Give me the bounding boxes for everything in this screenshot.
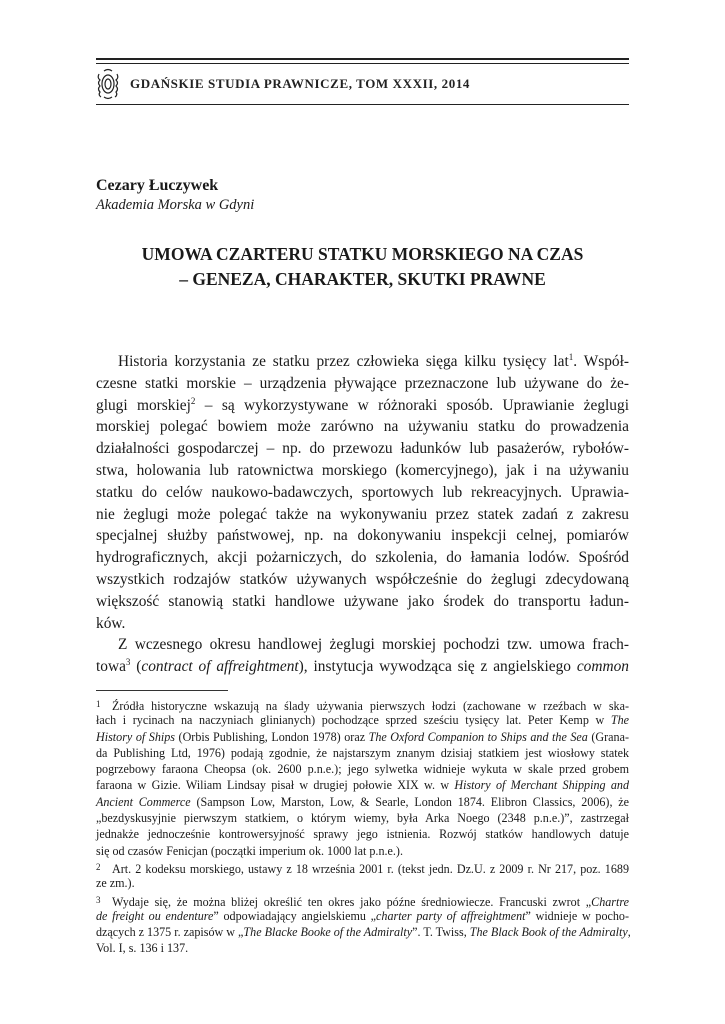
- footnote-line: pogrzebowy faraona Cheopsa (ok. 2600 p.n.e.); jego sylwetka widnieje wykuta w skale przed grobem: [96, 762, 629, 777]
- author-affiliation: Akademia Morska w Gdyni: [96, 197, 255, 213]
- body-line: nie żeglugi może polegać także na wykonywaniu przez statek zadań z zakresu: [96, 505, 629, 523]
- footnote-ref-1[interactable]: 1: [568, 352, 574, 362]
- body-line: Historia korzystania ze statku przez człowieka sięga kilku tysięcy lat$^1$. Współ-: [118, 352, 629, 370]
- page: [96, 58, 629, 957]
- paragraph-1: [96, 351, 629, 634]
- header-rule-bottom: [96, 104, 629, 105]
- body-line: Z wczesnego okresu handlowej żeglugi morskiej pochodzi tzw. umowa frach-: [118, 636, 629, 654]
- footnote-separator: [96, 690, 228, 691]
- body-line: wszystkich rodzajów statków używanych współcześnie do żeglugi zdecydowaną: [96, 570, 629, 588]
- footnote-number: 1: [96, 698, 101, 709]
- footnote-line: jednakże jednocześnie kontrowersyjność sprawy jego istnienia. Rozwój statków handlowych datuje: [96, 827, 629, 842]
- article-title-line-2: – GENEZA, CHARAKTER, SKUTKI PRAWNE: [179, 269, 546, 289]
- footnote-1: [96, 696, 629, 859]
- footnote-line: łach i rycinach na naczyniach glinianych) pochodzące sprzed sześciu tysięcy lat. Peter Kemp w The: [96, 713, 629, 728]
- journal-title: GDAŃSKIE STUDIA PRAWNICZE, TOM XXXII, 2014: [130, 76, 471, 91]
- paragraph-2: [96, 634, 629, 678]
- footnote-line: „bezdyskusyjnie pierwszym statkiem, o którym wiemy, była Arka Noego (2348 p.n.e.)”, zastrzegał: [96, 811, 629, 826]
- footnote-number: 2: [96, 861, 101, 872]
- footnote-line: Ancient Commerce (Sampson Low, Marston, Low, & Searle, London 1874. Elibron Classics, 2006), że: [96, 794, 629, 809]
- author-name: Cezary Łuczywek: [96, 177, 219, 194]
- footnote-line: faraona w Gizie. Wiliam Lindsay pisał w drugiej połowie XIX w. w History of Merchant Shipping and: [96, 778, 629, 793]
- footnote-line: History of Ships (Orbis Publishing, London 1978) oraz The Oxford Companion to Ships and the Sea (Grana-: [96, 729, 629, 744]
- footnote-line: de freight ou endenture” odpowiadający angielskiemu „charter party of affreightment” widnieje w pocho-: [96, 908, 629, 923]
- body-line: czesne statki morskie – urządzenia pływające przeznaczone lub używane do że-: [96, 374, 629, 392]
- footnote-line: 2 Art. 2 kodeksu morskiego, ustawy z 18 września 2001 r. (tekst jedn. Dz.U. z 2009 r. Nr 217, poz. 1689: [96, 859, 629, 875]
- footnote-line: się od czasów Fenicjan (początki imperium ok. 1000 lat p.n.e.).: [96, 843, 403, 858]
- footnote-line: da Publishing Ltd, 1976) podają zgodnie, że najstarszym znanym dzisiaj statkiem jest wiosłowy statek: [96, 745, 629, 760]
- body-line: hydrograficznych, akcji pożarniczych, do szkolenia, do łamania lodów. Spośród: [96, 549, 629, 567]
- body-line: większość stanowią statki handlowe używane jako środek do transportu ładun-: [96, 592, 629, 610]
- footnote-line: 3 Wydaje się, że można bliżej określić ten okres jako późne średniowiecze. Francuski zwrot „Chartre: [96, 892, 629, 908]
- body-line: morskiej polegać bowiem może zarówno na używaniu statku do prowadzenia: [96, 418, 629, 436]
- body-line: działalności gospodarczej – np. do przewozu ładunków lub pasażerów, rybołów-: [96, 440, 629, 458]
- footnote-2: [96, 859, 629, 892]
- body-line: stwa, holowania lub ratownictwa morskiego (komercyjnego), jak i na używaniu: [96, 461, 629, 479]
- footnote-line: dzących z 1375 r. zapisów w „The Blacke Booke of the Admiralty”. T. Twiss, The Black Book of the Admiralty,: [96, 925, 631, 940]
- footnote-ref-3[interactable]: 3: [125, 657, 131, 668]
- body-line: towa$^3$ (contract of affreightment), instytucja wywodząca się z angielskiego common: [96, 657, 629, 676]
- header-rule-top: [96, 58, 629, 60]
- university-seal-icon: [96, 68, 120, 100]
- running-header: [96, 64, 629, 104]
- footnote-line: Vol. I, s. 136 i 137.: [96, 941, 189, 956]
- body-line: specjalnej służby państwowej, np. na dokonywaniu inspekcji celnej, pomiarów: [96, 527, 629, 545]
- footnote-line: ze zm.).: [96, 876, 135, 891]
- article-title: [96, 242, 629, 292]
- body-line: ków.: [96, 614, 126, 632]
- footnote-3: [96, 892, 629, 957]
- article-body: [96, 351, 629, 678]
- footnote-ref-2[interactable]: 2: [190, 395, 196, 406]
- footnote-number: 3: [96, 894, 101, 905]
- body-line: glugi morskiej$^2$ – są wykorzystywane w różnoraki sposób. Uprawianie żeglugi: [96, 395, 629, 414]
- footnote-line: 1 Źródła historyczne wskazują na ślady używania pierwszych łodzi (zachowane w rzeźbach w ska-: [96, 696, 629, 712]
- footnotes: [96, 696, 629, 957]
- article-title-line-1: UMOWA CZARTERU STATKU MORSKIEGO NA CZAS: [141, 244, 584, 264]
- body-line: statku do celów naukowo-badawczych, sportowych lub rekreacyjnych. Uprawia-: [96, 483, 629, 501]
